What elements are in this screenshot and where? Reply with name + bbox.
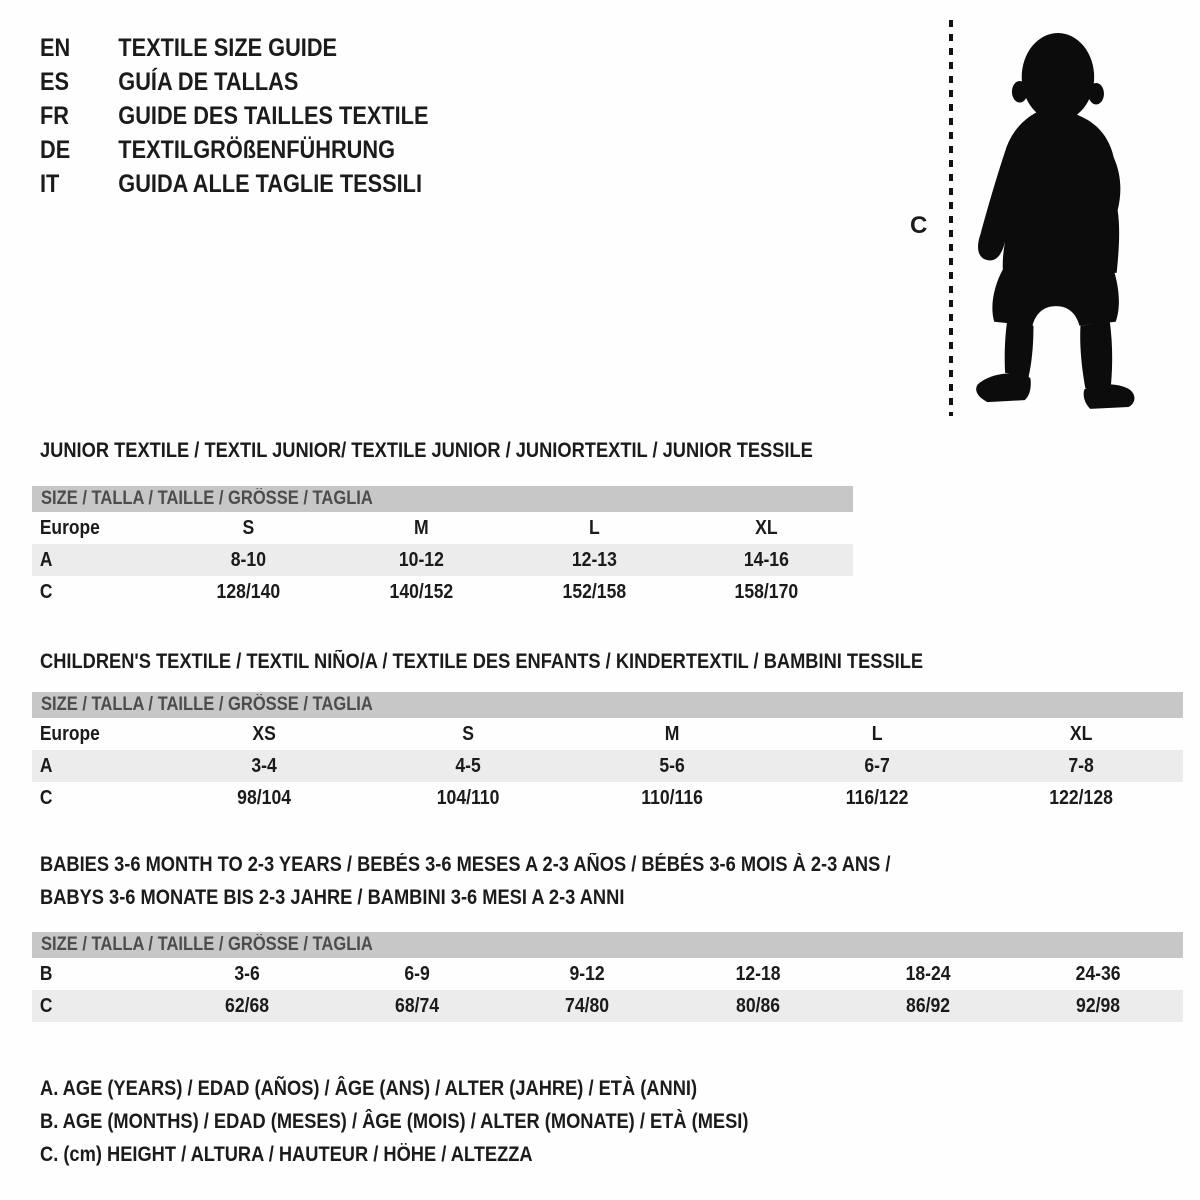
size-header-label: SIZE / TALLA / TAILLE / GRÖSSE / TAGLIA bbox=[41, 934, 373, 955]
row-value: S bbox=[462, 722, 475, 745]
size-header-bar bbox=[32, 932, 1183, 958]
row-label: A bbox=[39, 548, 53, 571]
legend-line-a: A. AGE (YEARS) / EDAD (AÑOS) / ÂGE (ANS) / ALTER (JAHRE) / ETÀ (ANNI) bbox=[40, 1077, 698, 1100]
children-section-title: CHILDREN'S TEXTILE / TEXTIL NIÑO/A / TEXTILE DES ENFANTS / KINDERTEXTIL / BAMBINI TESSILE bbox=[40, 650, 924, 673]
lang-row-it bbox=[40, 171, 428, 197]
row-label: C bbox=[39, 994, 53, 1017]
row-value: 5-6 bbox=[659, 754, 686, 777]
table-row-height bbox=[32, 576, 853, 608]
lang-title: TEXTILE SIZE GUIDE bbox=[118, 34, 338, 62]
row-label: Europe bbox=[39, 722, 100, 745]
table-row-europe bbox=[32, 512, 853, 544]
babies-title-line-1: BABIES 3-6 MONTH TO 2-3 YEARS / BEBÉS 3-6 MESES A 2-3 AÑOS / BÉBÉS 3-6 MOIS À 2-3 ANS / bbox=[40, 853, 891, 876]
row-label: B bbox=[39, 962, 53, 985]
legend bbox=[40, 1072, 854, 1171]
row-value: 24-36 bbox=[1075, 962, 1121, 985]
row-value: XS bbox=[252, 722, 276, 745]
row-label: Europe bbox=[39, 516, 100, 539]
row-value: 8-10 bbox=[230, 548, 266, 571]
height-c-label: C bbox=[910, 212, 928, 239]
lang-title: GUIDA ALLE TAGLIE TESSILI bbox=[118, 170, 422, 198]
table-row-months bbox=[32, 958, 1183, 990]
row-value: 92/98 bbox=[1075, 994, 1120, 1017]
lang-code: EN bbox=[40, 34, 71, 62]
junior-section-title: JUNIOR TEXTILE / TEXTIL JUNIOR/ TEXTILE JUNIOR / JUNIORTEXTIL / JUNIOR TESSILE bbox=[40, 439, 813, 462]
junior-table bbox=[32, 486, 853, 608]
table-row-age bbox=[32, 750, 1183, 782]
row-value: 98/104 bbox=[237, 786, 292, 809]
lang-code: DE bbox=[40, 136, 71, 164]
row-value: M bbox=[665, 722, 680, 745]
legend-line-c: C. (cm) HEIGHT / ALTURA / HAUTEUR / HÖHE / ALTEZZA bbox=[40, 1143, 533, 1166]
lang-code: ES bbox=[40, 68, 70, 96]
size-header-bar bbox=[32, 486, 853, 512]
row-value: 14-16 bbox=[744, 548, 790, 571]
row-value: 68/74 bbox=[395, 994, 440, 1017]
row-value: 128/140 bbox=[216, 580, 281, 603]
language-title-list bbox=[40, 35, 487, 205]
row-value: 116/122 bbox=[845, 786, 909, 809]
row-value: 152/158 bbox=[562, 580, 626, 603]
row-value: 140/152 bbox=[389, 580, 453, 603]
row-value: L bbox=[871, 722, 883, 745]
lang-code: IT bbox=[40, 170, 60, 198]
table-row-height bbox=[32, 782, 1183, 814]
row-value: 12-18 bbox=[735, 962, 781, 985]
size-header-label: SIZE / TALLA / TAILLE / GRÖSSE / TAGLIA bbox=[41, 488, 373, 509]
row-value: XL bbox=[755, 516, 778, 539]
babies-section-title bbox=[40, 848, 890, 914]
row-label: C bbox=[39, 786, 53, 809]
row-value: XL bbox=[1069, 722, 1093, 745]
row-value: 86/92 bbox=[905, 994, 950, 1017]
table-row-height bbox=[32, 990, 1183, 1022]
row-value: 9-12 bbox=[569, 962, 606, 985]
row-value: 110/116 bbox=[641, 786, 704, 809]
table-row-age bbox=[32, 544, 853, 576]
row-value: 80/86 bbox=[735, 994, 780, 1017]
lang-code: FR bbox=[40, 102, 69, 130]
lang-row-es bbox=[40, 69, 428, 95]
lang-title: TEXTILGRÖßENFÜHRUNG bbox=[118, 136, 396, 164]
row-value: 74/80 bbox=[565, 994, 610, 1017]
toddler-silhouette-icon bbox=[962, 24, 1148, 416]
row-value: L bbox=[588, 516, 600, 539]
size-header-bar bbox=[32, 692, 1183, 718]
row-value: 12-13 bbox=[571, 548, 617, 571]
row-value: 6-9 bbox=[404, 962, 430, 985]
row-value: 3-6 bbox=[234, 962, 260, 985]
children-table bbox=[32, 692, 1183, 814]
row-value: 104/110 bbox=[436, 786, 500, 809]
row-label: A bbox=[39, 754, 53, 777]
table-row-europe bbox=[32, 718, 1183, 750]
lang-title: GUIDE DES TAILLES TEXTILE bbox=[118, 102, 429, 130]
row-value: 62/68 bbox=[225, 994, 270, 1017]
row-value: 18-24 bbox=[905, 962, 951, 985]
babies-title-line-2: BABYS 3-6 MONATE BIS 2-3 JAHRE / BAMBINI 3-6 MESI A 2-3 ANNI bbox=[40, 886, 625, 909]
lang-row-de bbox=[40, 137, 428, 163]
babies-table bbox=[32, 932, 1183, 1022]
row-value: M bbox=[413, 516, 429, 539]
lang-row-en bbox=[40, 35, 428, 61]
lang-title: GUÍA DE TALLAS bbox=[118, 68, 299, 96]
legend-line-b: B. AGE (MONTHS) / EDAD (MESES) / ÂGE (MOIS) / ALTER (MONATE) / ETÀ (MESI) bbox=[40, 1110, 749, 1133]
row-label: C bbox=[39, 580, 53, 603]
row-value: S bbox=[242, 516, 255, 539]
row-value: 122/128 bbox=[1049, 786, 1113, 809]
row-value: 4-5 bbox=[455, 754, 482, 777]
lang-row-fr bbox=[40, 103, 428, 129]
row-value: 7-8 bbox=[1068, 754, 1094, 777]
row-value: 3-4 bbox=[251, 754, 277, 777]
row-value: 6-7 bbox=[863, 754, 890, 777]
size-header-label: SIZE / TALLA / TAILLE / GRÖSSE / TAGLIA bbox=[41, 694, 373, 715]
height-dashed-line bbox=[949, 20, 953, 416]
row-value: 158/170 bbox=[734, 580, 799, 603]
row-value: 10-12 bbox=[398, 548, 444, 571]
